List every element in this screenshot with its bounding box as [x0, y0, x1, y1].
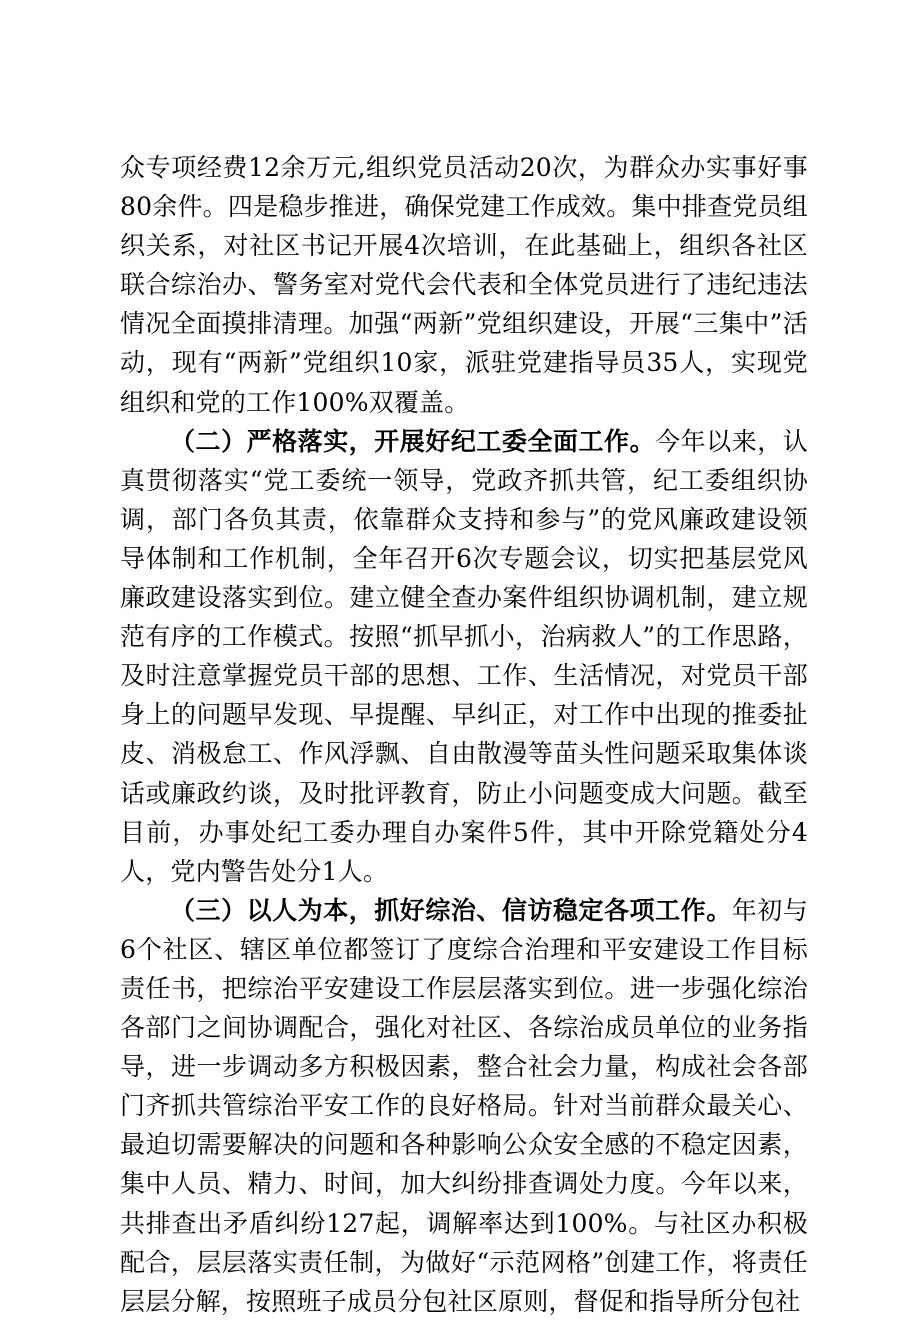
paragraph-text: 今年以来，认真贯彻落实“党工委统一领导，党政齐抓共管，纪工委组织协调，部门各负其责，依靠群众支持和参与”的党风廉政建设领导体制和工作机制，全年召开6次专题会议，切实把基层党风廉政建设落实到位。建立健全查办案件组织协调机制，建立规范有序的工作模式。按照“抓早抓小，治病救人”的工作思路，及时注意掌握党员干部的思想、工作、生活情况，对党员干部身上的问题早发现、早提醒、早纠正，对工作中出现的推委扯皮、消极怠工、作风浮飘、自由散漫等苗头性问题采取集体谈话或廉政约谈，及时批评教育，防止小问题变成大问题。截至目前，办事处纪工委办理自办案件5件，其中开除党籍处分4人，党内警告处分1人。: [120, 426, 808, 886]
section-heading: （三）以人为本，抓好综治、信访稳定各项工作。: [170, 895, 732, 925]
paragraph-section-2: [120, 422, 808, 891]
paragraph-continued: [120, 148, 808, 422]
section-heading: （二）严格落实，开展好纪工委全面工作。: [170, 426, 656, 456]
paragraph-section-3: [120, 891, 808, 1321]
paragraph-text: 年初与6个社区、辖区单位都签订了度综合治理和平安建设工作目标责任书，把综治平安建设工作层层落实到位。进一步强化综治各部门之间协调配合，强化对社区、各综治成员单位的业务指导，进一步调动多方积极因素，整合社会力量，构成社会各部门齐抓共管综治平安工作的良好格局。针对当前群众最关心、最迫切需要解决的问题和各种影响公众安全感的不稳定因素，集中人员、精力、时间，加大纠纷排查调处力度。今年以来，共排查出矛盾纠纷127起，调解率达到100%。与社区办积极配合，层层落实责任制，为做好“示范网格”创建工作，将责任层层分解，按照班子成员分包社区原则，督促和指导所分包社: [120, 895, 809, 1316]
paragraph-text: 众专项经费12余万元,组织党员活动20次，为群众办实事好事80余件。四是稳步推进，确保党建工作成效。集中排查党员组织关系，对社区书记开展4次培训，在此基础上，组织各社区联合综治办、警务室对党代会代表和全体党员进行了违纪违法情况全面摸排清理。加强“两新”党组织建设，开展“三集中”活动，现有“两新”党组织10家，派驻党建指导员35人，实现党组织和党的工作100%双覆盖。: [120, 153, 808, 417]
document-body: [120, 148, 808, 1321]
